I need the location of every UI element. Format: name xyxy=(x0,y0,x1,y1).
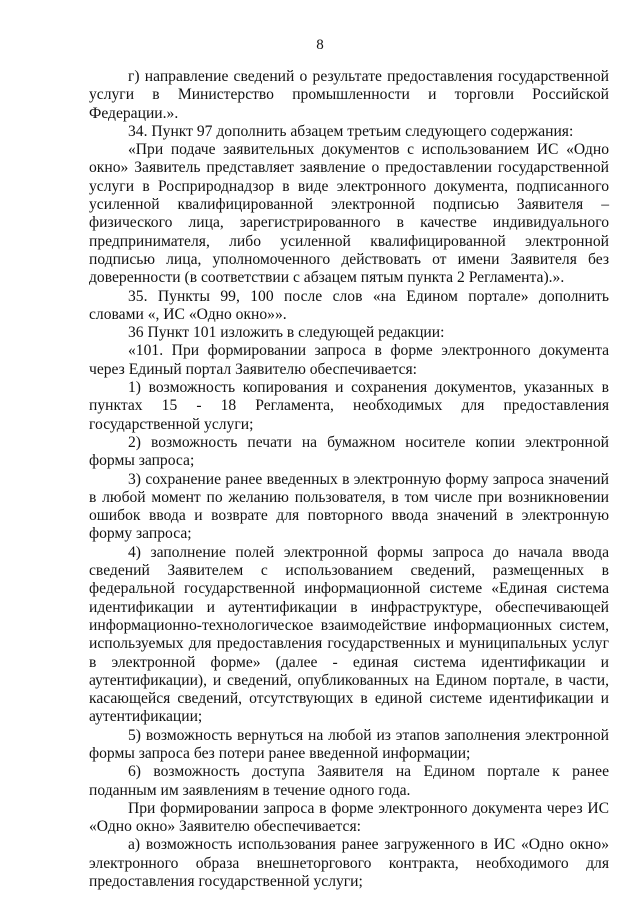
page-number: 8 xyxy=(316,37,324,53)
document-body xyxy=(89,68,609,891)
paragraph-point-36: 36 Пункт 101 изложить в следующей редакции: xyxy=(128,324,445,342)
paragraph-quote-101: «101. При формировании запроса в форме электронного документа через Единый портал Заявителю обеспечивается: xyxy=(89,342,609,378)
list-item-2: 2) возможность печати на бумажном носителе копии электронной формы запроса; xyxy=(89,433,609,470)
list-item-4: 4) заполнение полей электронной формы запроса до начала ввода сведений Заявителем с использованием сведений, размещенных в федеральной государственной информационной системе «Единая система идентификации и аутентификации в инфраструктуре, обеспечивающей информационно-технологическое взаимодействие информационных систем, используемых для предоставления государственных и муниципальных услуг в электронной форме» (далее - единая система идентификации и аутентификации), и сведений, опубликованных на Едином портале, в части, касающейся сведений, отсутствующих в единой системе идентификации и аутентификации; xyxy=(89,543,609,726)
list-item-6: 6) возможность доступа Заявителя на Едином портале к ранее поданным им заявлениям в течение одного года. xyxy=(89,763,609,799)
paragraph-item-g: г) направление сведений о результате предоставления государственной услуги в Министерство промышленности и торговли Российской Федерации.». xyxy=(89,68,609,122)
paragraph-point-34: 34. Пункт 97 дополнить абзацем третьим следующего содержания: xyxy=(128,122,574,140)
paragraph-one-window: При формировании запроса в форме электронного документа через ИС «Одно окно» Заявителю обеспечивается: xyxy=(89,799,609,836)
paragraph-quote-97: «При подаче заявительных документов с использованием ИС «Одно окно» Заявитель представляет заявление о предоставлении государственной услуги в Росприроднадзор в виде электронного документа, подписанного усиленной квалифицированной электронной подписью Заявителя – физического лица, зарегистрированного в качестве индивидуального предпринимателя, либо усиленной квалифицированной электронной подписью лица, уполномоченного действовать от имени Заявителя без доверенности (в соответствии с абзацем пятым пункта 2 Регламента).». xyxy=(89,141,609,287)
list-item-1: 1) возможность копирования и сохранения документов, указанных в пунктах 15 - 18 Регламента, необходимых для предоставления государственной услуги; xyxy=(89,379,609,433)
list-item-5: 5) возможность вернуться на любой из этапов заполнения электронной формы запроса без потери ранее введенной информации; xyxy=(89,726,609,762)
list-item-a: а) возможность использования ранее загруженного в ИС «Одно окно» электронного образа внешнеторгового контракта, необходимого для предоставления государственной услуги; xyxy=(89,836,609,891)
paragraph-point-35: 35. Пункты 99, 100 после слов «на Едином портале» дополнить словами «, ИС «Одно окно»». xyxy=(89,287,609,323)
list-item-3: 3) сохранение ранее введенных в электронную форму запроса значений в любой момент по желанию пользователя, в том числе при возникновении ошибок ввода и возврате для повторного ввода значений в электронную форму запроса; xyxy=(89,470,609,543)
